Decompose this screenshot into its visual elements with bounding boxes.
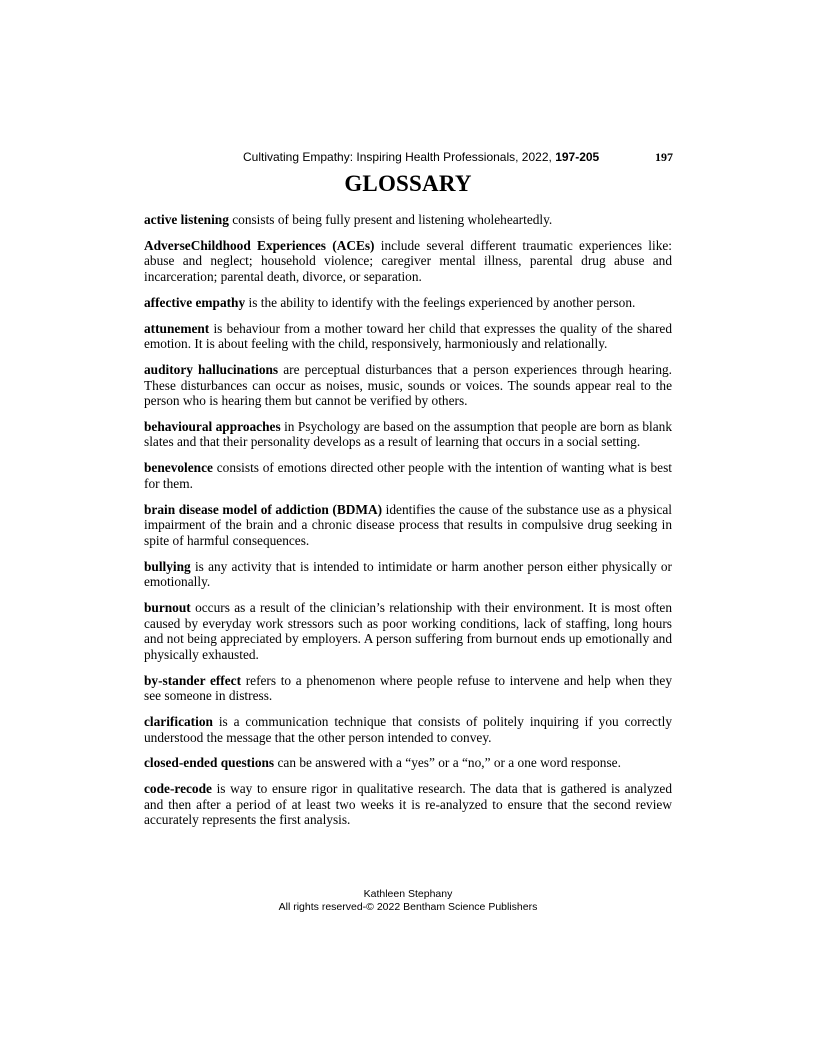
glossary-entry — [144, 419, 672, 450]
glossary-entry — [144, 362, 672, 409]
glossary-entry — [144, 212, 672, 228]
glossary-entry — [144, 559, 672, 590]
glossary-entry — [144, 295, 672, 311]
glossary-definition: can be answered with a “yes” or a “no,” or a one word response. — [277, 755, 621, 771]
glossary-definition: is the ability to identify with the feelings experienced by another person. — [248, 294, 636, 310]
running-head — [243, 150, 599, 164]
glossary-definition: is behaviour from a mother toward her child that expresses the quality of the shared emotion. It is about feeling with the child, responsively, harmoniously and relationally. — [144, 320, 673, 352]
glossary-term: attunement — [144, 320, 210, 336]
glossary-term: closed-ended questions — [144, 755, 275, 771]
page-number: 197 — [655, 150, 673, 164]
glossary-term: burnout — [144, 599, 191, 615]
glossary-definition: in Psychology are based on the assumption that people are born as blank slates and that their personality develops as a result of learning that occurs in a social setting. — [144, 418, 673, 450]
glossary-term: by-stander effect — [144, 672, 242, 688]
glossary-term: benevolence — [144, 460, 213, 476]
glossary-entry — [144, 238, 672, 285]
glossary-term: brain disease model of addiction (BDMA) — [144, 501, 383, 517]
glossary-definition: identifies the cause of the substance use as a physical impairment of the brain and a chronic disease process that results in compulsive drug seeking in spite of harmful consequences. — [144, 501, 672, 548]
footer-copyright: All rights reserved-© 2022 Bentham Science Publishers — [278, 901, 538, 913]
glossary-definition: is any activity that is intended to intimidate or harm another person either physically or emotionally. — [144, 558, 672, 590]
footer-author: Kathleen Stephany — [363, 888, 453, 900]
running-title: Cultivating Empathy: Inspiring Health Professionals, 2022, — [243, 150, 552, 164]
glossary-entry — [144, 781, 672, 828]
glossary-entry — [144, 600, 672, 662]
glossary-definition: consists of being fully present and listening wholeheartedly. — [232, 212, 553, 227]
glossary-term: auditory hallucinations — [144, 361, 279, 377]
glossary-term: clarification — [144, 713, 213, 729]
glossary-entry — [144, 714, 672, 745]
glossary-definition: is a communication technique that consists of politely inquiring if you correctly understood the message that the other person intended to convey. — [144, 713, 672, 745]
glossary-entry — [144, 755, 672, 771]
glossary-term: affective empathy — [144, 294, 246, 310]
glossary-term: active listening — [144, 212, 229, 227]
glossary-definition: consists of emotions directed other people with the intention of wanting what is best for them. — [144, 460, 672, 491]
glossary-term: code-recode — [144, 781, 212, 797]
glossary-entry — [144, 321, 672, 352]
glossary-definition: include several different traumatic experiences like: abuse and neglect; household violence; caregiver mental illness, parental drug abuse and incarceration; parental death, divorce, or separation. — [144, 237, 672, 284]
glossary-entry — [144, 502, 672, 549]
page-range: 197-205 — [555, 150, 600, 164]
glossary-term: behavioural approaches — [144, 418, 281, 434]
glossary-term: AdverseChildhood Experiences (ACEs) — [144, 237, 375, 253]
page-title: GLOSSARY — [344, 171, 472, 196]
glossary-definition: are perceptual disturbances that a person experiences through hearing. These disturbances can occur as noises, music, sounds or voices. The sounds appear real to the person who is hearing them but cannot be verified by others. — [144, 361, 673, 409]
glossary-definition: occurs as a result of the clinician’s relationship with their environment. It is most often caused by everyday work stressors such as poor working conditions, lack of staffing, long hours and not being appreciated by employers. A person suffering from burnout ends up emotionally and physically exhausted. — [144, 599, 672, 662]
glossary-term: bullying — [144, 558, 191, 574]
glossary-entry — [144, 673, 672, 704]
glossary-definition: is way to ensure rigor in qualitative research. The data that is gathered is analyzed and then after a period of at least two weeks it is re-analyzed to ensure that the second review accurately represents the first analysis. — [144, 781, 673, 828]
glossary-entry — [144, 460, 672, 491]
glossary-definition: refers to a phenomenon where people refuse to intervene and help when they see someone in distress. — [144, 672, 672, 704]
glossary-list — [144, 212, 672, 838]
